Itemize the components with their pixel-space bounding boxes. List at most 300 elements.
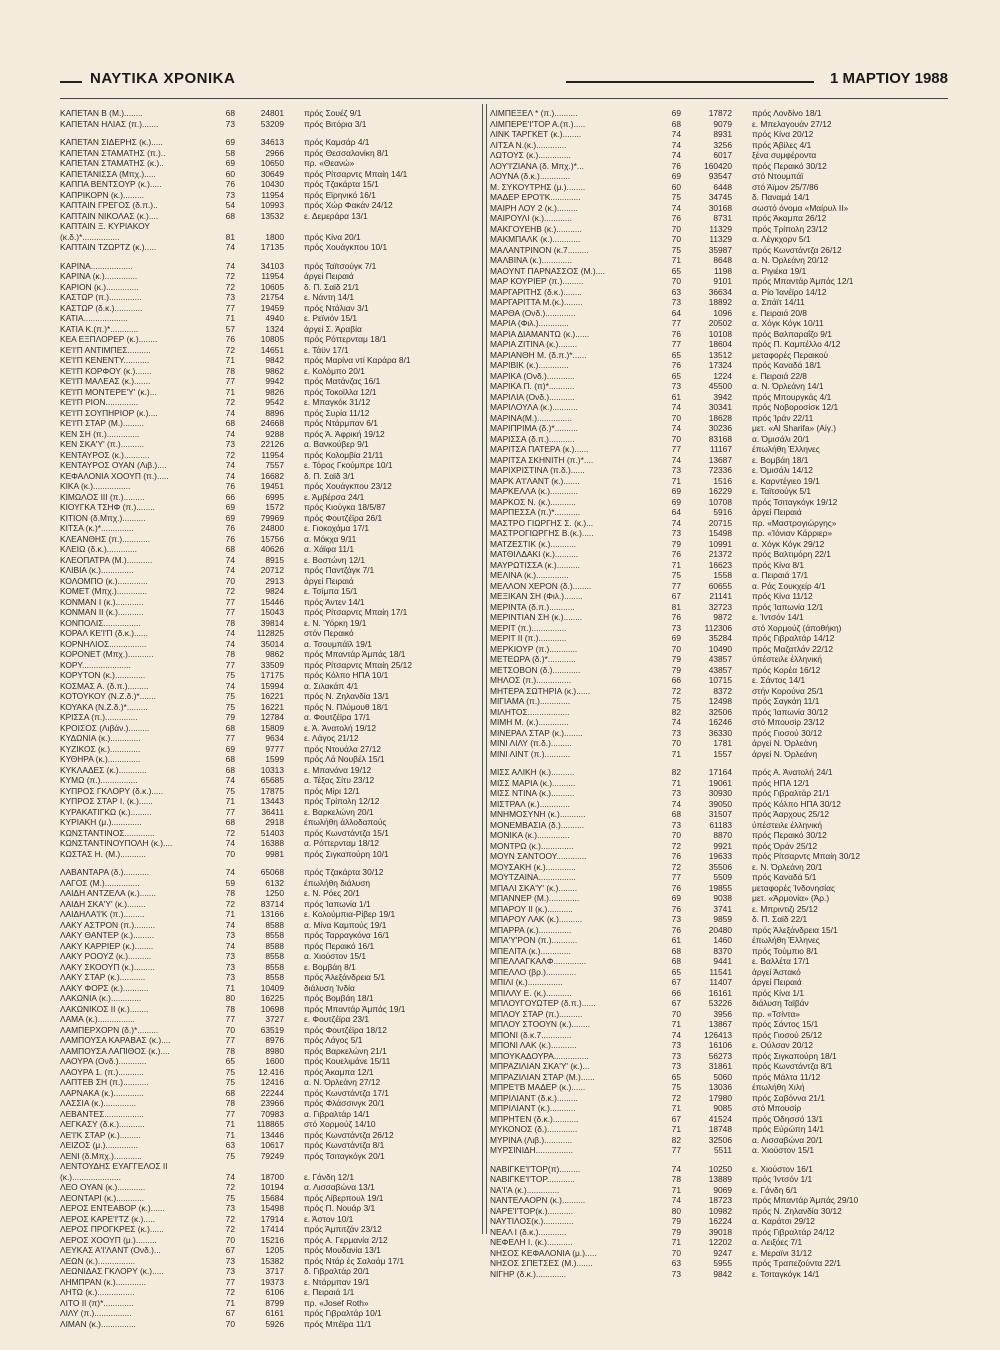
ship-name: ΜΠΑΝΝΕΡ (Μ.)............. — [490, 893, 580, 903]
ship-row — [490, 778, 948, 789]
ship-name: ΜΑΣΤΡΟ ΓΙΩΡΓΗΣ Σ. (κ.)... — [490, 517, 594, 528]
ship-name: ΜΑΡΙΚΑ Π. (π)*........... — [490, 381, 575, 391]
build-year: 67 — [671, 591, 681, 601]
status: πρός Άκαμπα 12/1 — [304, 1066, 374, 1077]
status: στόν Περαικό — [304, 628, 354, 638]
build-year: 72 — [225, 1287, 235, 1297]
ship-name: ΜΠΡΗΤΕΝ (δ.κ.)........... — [490, 1113, 579, 1124]
build-year: 70 — [225, 848, 235, 859]
build-year: 70 — [671, 433, 681, 444]
ship-list-left-column — [60, 108, 478, 1337]
tonnage: 79249 — [260, 1150, 284, 1161]
tonnage: 65068 — [260, 867, 284, 877]
ship-name: ΛΑΚΥ ΘΑΝΤΕΡ (κ.)......... — [60, 930, 155, 940]
tonnage: 34613 — [260, 137, 284, 147]
tonnage: 10250 — [708, 1163, 732, 1174]
tonnage: 22126 — [260, 439, 284, 449]
ship-row — [490, 977, 948, 988]
build-year: 69 — [671, 496, 681, 507]
status: ε. Ά. Άνατολή 19/12 — [304, 722, 376, 733]
tonnage: 10698 — [260, 1003, 284, 1014]
build-year: 76 — [671, 882, 681, 893]
build-year: 75 — [225, 785, 235, 796]
ship-row — [60, 397, 478, 408]
build-year: 79 — [671, 1226, 681, 1237]
status: δ. Π. Σαϊδ 3/1 — [304, 470, 355, 481]
ship-row — [60, 158, 478, 169]
ship-name: ΚΟΡΝΗΛΙΟΣ................ — [60, 638, 147, 649]
ship-name: ΜΟΝΤΡΩ (κ.).............. — [490, 840, 574, 851]
status: α. Τέξας Σίτυ 23/12 — [304, 775, 375, 785]
build-year: 72 — [671, 840, 681, 851]
tonnage: 1460 — [713, 935, 732, 945]
tonnage: 9826 — [265, 386, 284, 397]
status: πρός Ντουάλα 27/12 — [304, 743, 382, 754]
ship-row — [490, 738, 948, 749]
tonnage: 30341 — [708, 402, 732, 412]
tonnage: 35506 — [708, 861, 732, 872]
build-year: 74 — [671, 423, 681, 433]
build-year: 72 — [225, 1182, 235, 1192]
ship-row — [60, 376, 478, 387]
status: ύπέστειλε έλληνική — [752, 819, 823, 830]
ship-row — [60, 555, 478, 566]
status: ε. Ρεϊνιόν 15/1 — [304, 313, 358, 323]
status: πρός Κουελιμάνε 15/11 — [304, 1056, 391, 1066]
ship-row — [490, 904, 948, 915]
ship-row — [490, 728, 948, 739]
tonnage: 10708 — [708, 496, 732, 507]
ship-row — [490, 1258, 948, 1269]
tonnage: 34745 — [708, 192, 732, 202]
ship-row — [60, 292, 478, 303]
ship-row — [60, 408, 478, 419]
build-year: 70 — [671, 738, 681, 748]
ship-row — [60, 930, 478, 941]
ship-row — [490, 686, 948, 697]
build-year: 68 — [671, 956, 681, 966]
ship-name: ΛΗΜΠΡΑΝ (κ.)............. — [60, 1276, 146, 1287]
ship-name: ΜΠΑΡΟΥ ΙΙ (κ.)........... — [490, 903, 573, 914]
ship-name: ΛΙΜΠΕΡΕ'Ι'ΤΟΡ Α.(π.)..... — [490, 118, 586, 129]
status: πρός Γιοσού 30/12 — [752, 727, 823, 738]
tonnage: 33509 — [260, 659, 284, 670]
ship-name: ΚΑΡΙΝΑ.................. — [60, 260, 133, 271]
ship-row — [60, 920, 478, 931]
tonnage: 8648 — [713, 255, 732, 265]
ship-row — [60, 261, 478, 272]
tonnage: 16388 — [260, 838, 284, 848]
ship-row — [490, 360, 948, 371]
status: πρός Φλάσσινγκ 20/1 — [304, 1098, 385, 1108]
build-year: 71 — [671, 1019, 681, 1029]
build-year: 73 — [671, 1050, 681, 1061]
build-year: 74 — [225, 1171, 235, 1182]
tonnage: 9288 — [265, 428, 284, 439]
tonnage: 83714 — [260, 898, 284, 909]
build-year: 78 — [225, 1045, 235, 1056]
ship-name: ΚΕ'Ι'Π ΚΟΡΦΟΥ (κ.)....... — [60, 365, 152, 376]
status: έπωλήθη άλλοδαπούς — [304, 817, 387, 827]
tonnage: 5060 — [713, 1071, 732, 1082]
tonnage: 118865 — [256, 1119, 284, 1129]
build-year: 82 — [671, 767, 681, 777]
status: πρός Ν. Ζηλανδία 13/1 — [304, 691, 390, 701]
ship-row — [490, 297, 948, 308]
tonnage: 2918 — [265, 817, 284, 827]
ship-name: ΛΑΟΥΡΑ 1. (π.)........... — [60, 1066, 144, 1077]
status: δ. Γιβραλτάρ 20/1 — [304, 1266, 370, 1276]
status: πρός Περαικό 30/12 — [752, 160, 827, 171]
build-year: 81 — [671, 601, 681, 612]
build-year: 73 — [225, 951, 235, 961]
status: α. Λειξόες 7/1 — [752, 1237, 803, 1247]
status: άργεί Πειραιά — [752, 977, 802, 987]
status: πρός Μπαντάρ Άμπάς 29/10 — [752, 1195, 859, 1205]
tonnage: 93547 — [708, 171, 732, 181]
ship-row — [490, 224, 948, 235]
ship-name: ΜΕΤΕΩΡΑ (δ.)*............ — [490, 654, 576, 664]
status: α. Χόγκ Κόγκ 10/11 — [752, 318, 824, 328]
build-year: 70 — [671, 276, 681, 286]
build-year: 72 — [671, 861, 681, 872]
build-year: 71 — [225, 1129, 235, 1140]
ship-name: ΜΑΡΙΚΑ (Ονδ.)............ — [490, 370, 575, 381]
ship-name: ΜΑΥΡΩΤΙΣΣΑ (κ.).......... — [490, 559, 580, 570]
build-year: 69 — [671, 893, 681, 903]
status: α. Όμισάλι 20/1 — [752, 433, 810, 444]
tonnage: 19373 — [260, 1276, 284, 1287]
tonnage: 35284 — [708, 633, 732, 643]
tonnage: 30649 — [260, 168, 284, 179]
build-year: 76 — [671, 924, 681, 935]
ship-row — [490, 444, 948, 455]
ship-name: ΜΑΙΡΟΥΛΙ (κ.)............ — [490, 213, 572, 223]
ship-row — [490, 1051, 948, 1062]
tonnage: 16221 — [260, 701, 284, 712]
ship-row — [60, 586, 478, 597]
ship-name: ΚΟΡΑΛ ΚΕ'Ι'Π (δ.κ.)...... — [60, 628, 148, 638]
ship-name: ΜΠΕΛΛΟ (βρ.)............. — [490, 966, 577, 977]
status: ύπέστειλε έλληνική — [752, 654, 823, 664]
ship-name: ΜΙΣΣ ΜΑΡΙΑ (κ.).......... — [490, 777, 576, 788]
status: πρός Άλεξάνδρεια 5/1 — [304, 972, 385, 982]
tonnage: 65685 — [260, 775, 284, 785]
status: α. Χόγκ Κόγκ 29/12 — [752, 538, 825, 549]
ship-row — [60, 681, 478, 692]
status: πρός ΗΠΑ 12/1 — [752, 777, 810, 788]
ship-name: ΜΕΞΙΚΑΝ ΣΗ (Φιλ.)........ — [490, 591, 583, 601]
build-year: 73 — [225, 292, 235, 302]
status: πρός Ίαπωνία 30/12 — [752, 706, 828, 717]
status: πρός Περαικό 16/1 — [304, 940, 375, 951]
tonnage: 16225 — [260, 993, 284, 1003]
ship-row — [490, 602, 948, 613]
status: πρός Σαβόννα 21/1 — [752, 1092, 825, 1103]
status: μετ. «Άρμονία» (Άρ.) — [752, 893, 830, 903]
build-year: 71 — [671, 1237, 681, 1247]
tonnage: 40626 — [260, 544, 284, 554]
status: ε. Γιοκοχάμα 17/1 — [304, 523, 369, 533]
tonnage: 53209 — [260, 118, 284, 129]
ship-row — [490, 287, 948, 298]
ship-row — [60, 1067, 478, 1078]
tonnage: 8372 — [713, 685, 732, 696]
build-year: 75 — [225, 691, 235, 701]
ship-row — [60, 962, 478, 973]
status: α. Χιούστον 15/1 — [752, 1145, 815, 1155]
build-year: 79 — [671, 1216, 681, 1226]
ship-name: ΚΑΣΤΩΡ (δ.κ.)............ — [60, 302, 143, 313]
tonnage: 6017 — [713, 150, 732, 160]
ship-row — [490, 841, 948, 852]
ship-name: ΜΠΑΡΡΑ (κ.).............. — [490, 924, 572, 935]
tonnage: 1250 — [265, 888, 284, 898]
status: πρός Σαγκάη 11/1 — [752, 696, 820, 706]
ship-name: ΜΠΟΥΚΑΔΟΥΡΑ............... — [490, 1050, 589, 1061]
ship-name: ΚΕ'Ι'Π ΜΟΝΤΕΡΕ'Υ' (κ.)... — [60, 386, 157, 397]
build-year: 77 — [671, 444, 681, 454]
tonnage: 17914 — [260, 1213, 284, 1224]
ship-row — [60, 148, 478, 159]
status: πρός Κίνα 20/12 — [752, 129, 814, 139]
ship-row — [60, 867, 478, 878]
status: άργεί Πειραιά — [304, 271, 354, 281]
status: ε. Τόρος Γκούμπρε 10/1 — [304, 460, 393, 470]
status: πρός Άβίλες 4/1 — [752, 139, 812, 150]
tonnage: 1324 — [265, 323, 284, 334]
build-year: 73 — [671, 622, 681, 633]
ship-name: ΚΕΦΑΛΟΝΙΑ ΧΟΟΥΠ (π.)..... — [60, 470, 169, 481]
build-year: 77 — [225, 1035, 235, 1045]
ship-row — [60, 786, 478, 797]
ship-row — [490, 150, 948, 161]
ship-name: ΛΕΟ ΟΥΑΝ (κ.)............ — [60, 1182, 146, 1192]
status: πρός Μαζατλάν 22/12 — [752, 643, 834, 654]
build-year: 74 — [225, 775, 235, 785]
build-year: 64 — [671, 507, 681, 517]
ship-row — [60, 849, 478, 860]
status: πρός Άμπιτζάν 23/12 — [304, 1224, 382, 1234]
ship-name: ΜΕΡΙΤ ΙΙ (π.)............ — [490, 633, 567, 643]
ship-row — [60, 429, 478, 440]
tonnage: 8558 — [265, 930, 284, 940]
tonnage: 36634 — [708, 286, 732, 297]
ship-name: ΜΑΡΓΑΡΙΤΗΣ (δ.κ.)........ — [490, 286, 582, 297]
status: α. Σιλακάπ 4/1 — [304, 680, 359, 691]
build-year: 70 — [671, 830, 681, 840]
ship-name: ΜΠΕΛΛΑΓΚΑΛΦ.............. — [490, 956, 587, 966]
status: πρός Ντάρμπαν 6/1 — [304, 418, 378, 428]
ship-name: ΛΕΝΙ (δ.Μπχ.)............ — [60, 1150, 142, 1161]
ship-name: ΜΑΡΠΕΣΣΑ (π.)*........... — [490, 507, 581, 517]
status: δ. Π. Σαϊδ 22/1 — [752, 914, 808, 924]
build-year: 77 — [225, 596, 235, 607]
tonnage: 1516 — [713, 475, 732, 486]
top-rule — [60, 98, 948, 99]
ship-name: ΜΑΟΥΝΤ ΠΑΡΝΑΣΣΟΣ (Μ.).... — [490, 265, 605, 276]
build-year: 70 — [671, 1247, 681, 1258]
status: πρός Βαλπαραΐζο 9/1 — [752, 328, 832, 339]
status: ε. Βομβάη 8/1 — [304, 961, 356, 972]
ship-name: ΛΕ'Ι'Κ ΣΤΑΡ (κ.)......... — [60, 1129, 141, 1140]
ship-name: ΛΑΣΣΙΑ (κ.).............. — [60, 1098, 136, 1108]
ship-row — [60, 576, 478, 587]
ship-row — [60, 345, 478, 356]
build-year: 68 — [225, 108, 235, 118]
ship-row — [60, 481, 478, 492]
ship-row — [60, 649, 478, 660]
ship-name: ΜΙΜΗ Μ. (κ.)............. — [490, 717, 569, 727]
build-year: 73 — [225, 1255, 235, 1266]
status: πρός Κίνα 8/1 — [752, 559, 805, 570]
tonnage: 16229 — [708, 486, 732, 496]
build-year: 67 — [671, 977, 681, 987]
tonnage: 18604 — [708, 339, 732, 349]
ship-row — [60, 660, 478, 671]
ship-row — [60, 828, 478, 839]
tonnage: 9842 — [265, 355, 284, 365]
ship-name: ΛΕΡΟΣ ΕΝΤΕΑΒΟΡ (κ.)...... — [60, 1203, 165, 1213]
ship-name: ΜΑΡΙΑΝΘΗ Μ. (δ.π.)*...... — [490, 349, 587, 360]
status: α. Χιούστον 15/1 — [304, 951, 367, 961]
ship-name: ΜΕΡΙΝΤΑ (δ.π.)........... — [490, 601, 575, 612]
build-year: 74 — [671, 1163, 681, 1174]
build-year: 72 — [671, 1092, 681, 1103]
ship-row — [60, 108, 478, 119]
ship-name: ΜΑΡΙΑ ΔΙΑΜΑΝΤΩ (κ.)...... — [490, 328, 590, 339]
build-year: 68 — [671, 118, 681, 129]
ship-name: ΛΑΠΤΕΒ ΣΗ (π.)........... — [60, 1077, 149, 1087]
tonnage: 13532 — [260, 210, 284, 221]
tonnage: 8896 — [265, 407, 284, 418]
tonnage: 126413 — [704, 1029, 732, 1040]
ship-name: ΚΕ'Ι'Π ΣΟΥΠΗΡΙΟΡ (κ.).... — [60, 407, 158, 418]
tonnage: 10430 — [260, 179, 284, 189]
ship-name: ΛΑΓΟΣ (Μ.)............... — [60, 877, 140, 888]
ship-name: ΚΕ'Ι'Π ΜΑΛΕΑΣ (κ.)....... — [60, 376, 151, 386]
status: πρός Γιβραλτάρ 14/12 — [752, 633, 835, 643]
tonnage — [235, 221, 304, 232]
ship-row — [60, 450, 478, 461]
build-year: 76 — [671, 549, 681, 559]
tonnage: 14651 — [260, 344, 284, 355]
ship-row — [490, 318, 948, 329]
tonnage: 10605 — [260, 281, 284, 292]
ship-row — [490, 707, 948, 718]
status: πρός Ταϊτσούγκ 7/1 — [304, 260, 377, 271]
tonnage: 11167 — [709, 444, 732, 454]
tonnage: 16221 — [260, 691, 284, 701]
ship-name: ΜΑΛΒΙΝΑ (κ.)............. — [490, 255, 572, 265]
ship-name: ΝΑ'Ι'Α (κ.).............. — [490, 1184, 560, 1195]
ship-name: ΚΕΝΤΑΥΡΟΣ (κ.)........... — [60, 449, 150, 460]
ship-name: ΜΙΓΙΑΜΑ (π.)............. — [490, 696, 571, 706]
ship-row — [490, 935, 948, 946]
ship-row — [490, 788, 948, 799]
tonnage: 10108 — [708, 328, 732, 339]
ship-row — [490, 528, 948, 539]
ship-name: (κ.δ.)*................ — [60, 231, 120, 242]
build-year: 76 — [671, 160, 681, 171]
status: πρός Κίνα 11/12 — [752, 591, 813, 601]
ship-row — [60, 232, 478, 243]
status: ε. Ντάρμπαν 19/1 — [304, 1276, 370, 1287]
build-year: 74 — [225, 867, 235, 877]
ship-row — [60, 523, 478, 534]
build-year: 69 — [225, 137, 235, 147]
tonnage: 10617 — [260, 1140, 284, 1150]
ship-row — [60, 513, 478, 524]
tonnage: 9441 — [713, 956, 732, 966]
ship-row — [60, 972, 478, 983]
status: πρός Γιβραλτάρ 24/12 — [752, 1226, 835, 1237]
ship-row — [490, 809, 948, 820]
build-year: 79 — [671, 654, 681, 664]
build-year: 78 — [225, 1003, 235, 1014]
build-year: 79 — [225, 712, 235, 722]
ship-name: ΛΙΤΣΑ Ν.(κ.)............. — [490, 139, 567, 150]
ship-name: ΚΥΜΩ (π.)................ — [60, 775, 138, 785]
ship-row — [490, 799, 948, 810]
build-year: 68 — [225, 544, 235, 554]
ship-name: ΜΕΤΣΟΒΟΝ (δ.)............ — [490, 664, 581, 675]
build-year: 70 — [225, 1318, 235, 1329]
status: ε. Όμισάλι 14/12 — [752, 465, 813, 475]
ship-name: ΜΠΙΛΛΥ Ε. (κ.)........... — [490, 987, 572, 998]
build-year: 73 — [671, 1268, 681, 1279]
status: πρός Ρίτσαρντς Μπαίη 25/12 — [304, 659, 412, 670]
build-year: 76 — [671, 213, 681, 223]
tonnage: 3942 — [713, 391, 732, 402]
tonnage: 9862 — [265, 365, 284, 376]
build-year: 74 — [671, 454, 681, 465]
tonnage: 1557 — [713, 748, 732, 759]
tonnage: 9038 — [713, 893, 732, 903]
tonnage: 24668 — [260, 418, 284, 428]
ship-group — [60, 137, 478, 253]
tonnage: 16682 — [260, 470, 284, 481]
build-year: 74 — [225, 242, 235, 252]
build-year: 76 — [225, 481, 235, 491]
ship-row — [60, 418, 478, 429]
tonnage: 15043 — [260, 607, 284, 617]
tonnage: 19451 — [260, 481, 284, 491]
build-year: 75 — [671, 192, 681, 202]
tonnage: 10194 — [260, 1182, 284, 1192]
tonnage: 13687 — [708, 454, 732, 465]
ship-name: ΜΟΥΝ ΣΑΝΤΟΟΥ............. — [490, 851, 587, 861]
ship-name: ΚΙΤΙΟΝ (δ.Μπχ.).......... — [60, 512, 146, 523]
status — [304, 1161, 478, 1172]
status: πρός Άντεν 14/1 — [304, 596, 365, 607]
tonnage: 60655 — [708, 580, 732, 591]
build-year: 68 — [225, 754, 235, 764]
ship-row — [60, 899, 478, 910]
ship-row — [490, 1061, 948, 1072]
ship-row — [490, 476, 948, 487]
status: ε. Μπανάνα 19/12 — [304, 764, 372, 775]
ship-name: ΜΟΝΙΚΑ (κ.).............. — [490, 830, 570, 840]
tonnage: 16623 — [708, 559, 732, 570]
ship-row — [60, 807, 478, 818]
ship-name: ΜΕΡΚΙΟΥΡ (π.)............ — [490, 643, 578, 654]
tonnage: 18628 — [708, 412, 732, 423]
tonnage: 9777 — [265, 743, 284, 754]
tonnage: 32723 — [708, 601, 732, 612]
ship-row — [490, 1164, 948, 1175]
status: μετ. «Al Sharifa» (Αίγ.) — [752, 423, 837, 433]
